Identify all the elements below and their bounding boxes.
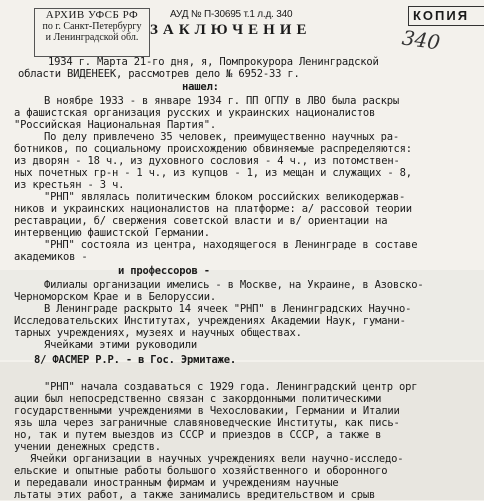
text-line: нашел: <box>182 81 219 93</box>
copy-stamp: КОПИЯ <box>408 6 484 26</box>
text-line: "РНП" являлась политическим блоком российских великодержав- <box>44 191 406 203</box>
handwritten-page-number: 340 <box>400 25 442 55</box>
text-line: академиков - <box>14 251 88 263</box>
text-line: и передавали иностранным фирмам и учреждениям научные <box>14 477 339 489</box>
text-line: Ячейками этими руководили <box>44 339 198 351</box>
text-line: области ВИДЕНЕЕК, рассмотрев дело № 6952-33 г. <box>18 68 300 80</box>
text-line: Черноморском Крае и в Белоруссии. <box>14 291 217 303</box>
document-title: ЗАКЛЮЧЕНИЕ <box>150 22 312 38</box>
text-line: "Российская Национальная Партия". <box>14 119 217 131</box>
text-line: ботников, по социальному происхождению обвиняемые распределяются: <box>14 143 412 155</box>
text-line: учении денежных средств. <box>14 441 161 453</box>
text-line: и профессоров - <box>118 265 210 277</box>
text-line: В ноябре 1933 - в январе 1934 г. ПП ОГПУ в ЛВО была раскры <box>44 95 400 107</box>
text-line: ации был непосредственно связан с закордонными политическими <box>14 393 382 405</box>
text-line: но, так и путем выездов из СССР и приездов в СССР, а также в <box>14 429 382 441</box>
text-line: 1934 г. Марта 21-го дня, я, Помпрокурора Ленинградской <box>48 56 379 68</box>
text-line: язь шла через заграничные славяноведческие Институты, как пись- <box>14 417 400 429</box>
archive-stamp-line-2: по г. Санкт-Петербургу <box>42 21 142 32</box>
text-line: 8/ ФАСМЕР Р.Р. - в Гос. Эрмитаже. <box>34 354 237 366</box>
text-line: ных почетных гр-н - 1 ч., из купцов - 1, из мещан и служащих - 8, <box>14 167 412 179</box>
archive-stamp-line-3: и Ленинградской обл. <box>45 32 139 43</box>
text-line: Ячейки организации в научных учреждениях вели научно-исследо- <box>30 453 404 465</box>
text-line: ников и украинских националистов на платформе: а/ рассовой теории <box>14 203 412 215</box>
text-line: Филиалы организации имелись - в Москве, на Украине, в Азовско- <box>44 279 424 291</box>
text-line: а фашистская организация русских и украинских националистов <box>14 107 376 119</box>
text-line: "РНП" начала создаваться с 1929 года. Ленинградский центр орг <box>44 381 418 393</box>
text-line: В Ленинграде раскрыто 14 ячеек "РНП" в Ленинградских Научно- <box>44 303 412 315</box>
text-line: ельские и опытные работы большого хозяйственного и оборонного <box>14 465 388 477</box>
text-line: тарных учреждениях, музеях и научных обществах. <box>14 327 302 339</box>
text-line: Исследовательских Институтах, учреждениях Академии Наук, гумани- <box>14 315 406 327</box>
archive-stamp <box>34 8 150 57</box>
text-line: из крестьян - 3 ч. <box>14 179 125 191</box>
text-line: интервенцию фашистской Германии. <box>14 227 210 239</box>
text-line: льтаты этих работ, а также занимались вредительством и срыв <box>14 489 376 501</box>
text-line: По делу привлечено 35 человек, преимущественно научных ра- <box>44 131 400 143</box>
text-line: реставрации, б/ свержения советской власти и в/ ориентации на <box>14 215 388 227</box>
archive-stamp-line-1: АРХИВ УФСБ РФ <box>45 9 139 21</box>
text-line: из дворян - 18 ч., из духовного сословия - 4 ч., из потомствен- <box>14 155 400 167</box>
text-line: "РНП" состояла из центра, находящегося в Ленинграде в составе <box>44 239 418 251</box>
text-line: государственными учреждениями в Чехословакии, Германии и Италии <box>14 405 400 417</box>
aud-number: АУД № П-30695 т.1 л.д. 340 <box>170 9 293 20</box>
